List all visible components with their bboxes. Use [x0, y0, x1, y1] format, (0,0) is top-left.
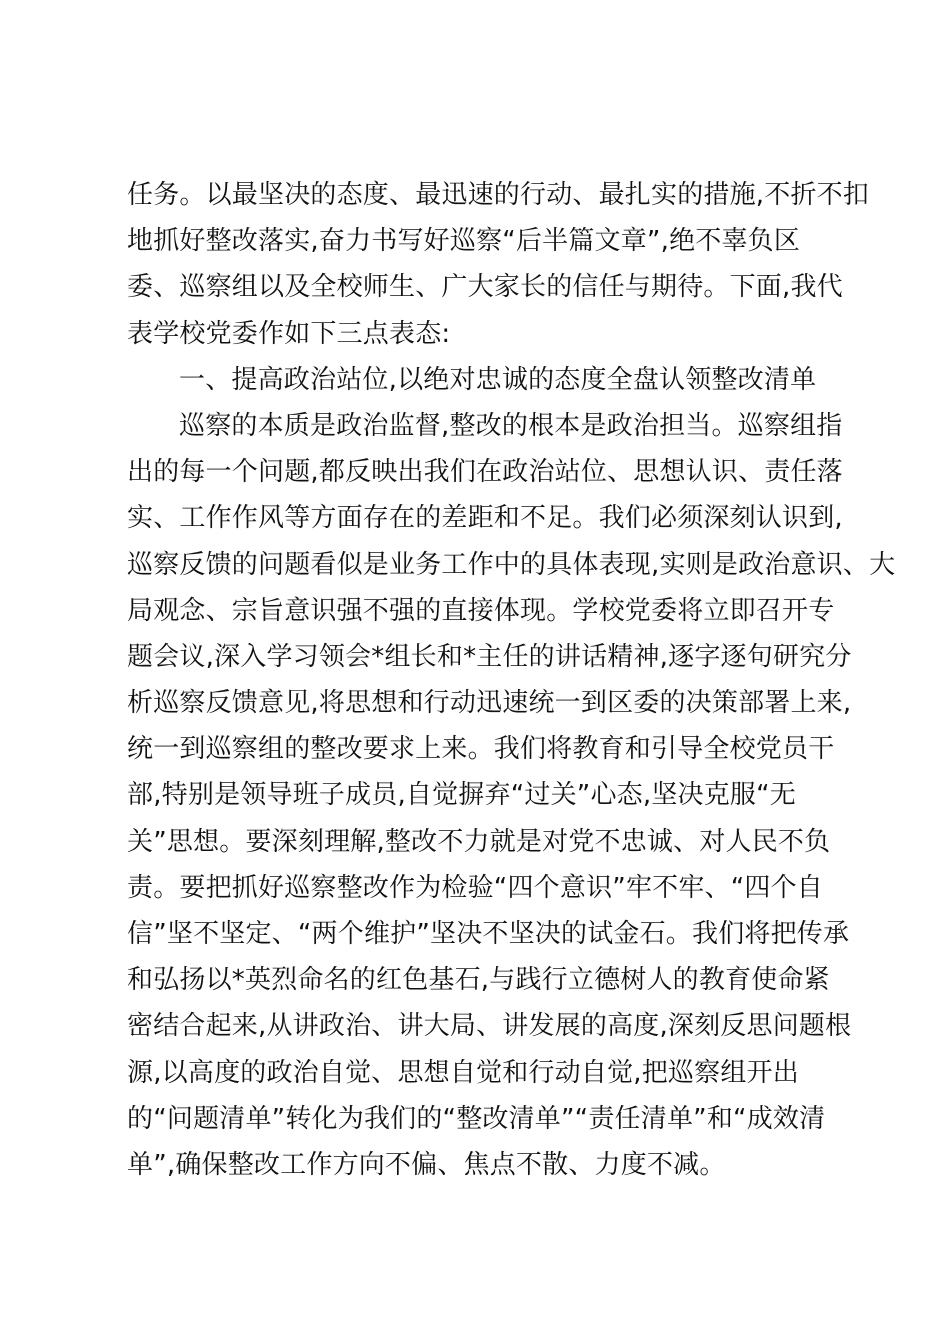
- paragraph-line-6: 巡察的本质是政治监督,整改的根本是政治担当。巡察组指: [179, 410, 843, 441]
- paragraph-line-12: 析巡察反馈意见,将思想和行动迅速统一到区委的决策部署上来,: [127, 688, 852, 719]
- paragraph-line-17: 信”坚不坚定、“两个维护”坚决不坚决的试金石。我们将把传承: [127, 919, 850, 949]
- paragraph-line-2: 地抓好整改落实,奋力书写好巡察“后半篇文章”,绝不辜负区: [127, 226, 801, 257]
- paragraph-line-20: 源,以高度的政治自觉、思想自觉和行动自觉,把巡察组开出: [127, 1057, 799, 1088]
- document-body: [127, 172, 896, 1188]
- paragraph-line-8: 实、工作作风等方面存在的差距和不足。我们必须深刻认识到,: [127, 503, 843, 534]
- section-heading: 一、提高政治站位,以绝对忠诚的态度全盘认领整改清单: [179, 364, 817, 395]
- paragraph-line-9: 巡察反馈的问题看似是业务工作中的具体表现,实则是政治意识、大: [127, 549, 896, 580]
- paragraph-line-15: 关”思想。要深刻理解,整改不力就是对党不忠诚、对人民不负: [127, 826, 831, 857]
- paragraph-line-19: 密结合起来,从讲政治、讲大局、讲发展的高度,深刻反思问题根: [127, 1011, 852, 1042]
- paragraph-line-1: 任务。以最坚决的态度、最迅速的行动、最扎实的措施,不折不扣: [127, 180, 870, 210]
- paragraph-line-3: 委、巡察组以及全校师生、广大家长的信任与期待。下面,我代: [127, 272, 843, 303]
- paragraph-line-11: 题会议,深入学习领会*组长和*主任的讲话精神,逐字逐句研究分: [127, 641, 852, 672]
- paragraph-line-7: 出的每一个问题,都反映出我们在政治站位、思想认识、责任落: [127, 457, 843, 488]
- paragraph-line-21: 的“问题清单”转化为我们的“整改清单”“责任清单”和“成效清: [127, 1103, 826, 1134]
- paragraph-line-13: 统一到巡察组的整改要求上来。我们将教育和引导全校党员干: [127, 734, 835, 765]
- paragraph-line-16: 责。要把抓好巡察整改作为检验“四个意识”牢不牢、“四个自: [127, 872, 824, 903]
- paragraph-line-14: 部,特别是领导班子成员,自觉摒弃“过关”心态,坚决克服“无: [127, 780, 797, 811]
- paragraph-line-10: 局观念、宗旨意识强不强的直接体现。学校党委将立即召开专: [127, 595, 835, 626]
- paragraph-line-4: 表学校党委作如下三点表态:: [127, 318, 451, 349]
- paragraph-line-22: 单”,确保整改工作方向不偏、焦点不散、力度不减。: [127, 1149, 726, 1180]
- paragraph-line-18: 和弘扬以*英烈命名的红色基石,与践行立德树人的教育使命紧: [127, 965, 830, 996]
